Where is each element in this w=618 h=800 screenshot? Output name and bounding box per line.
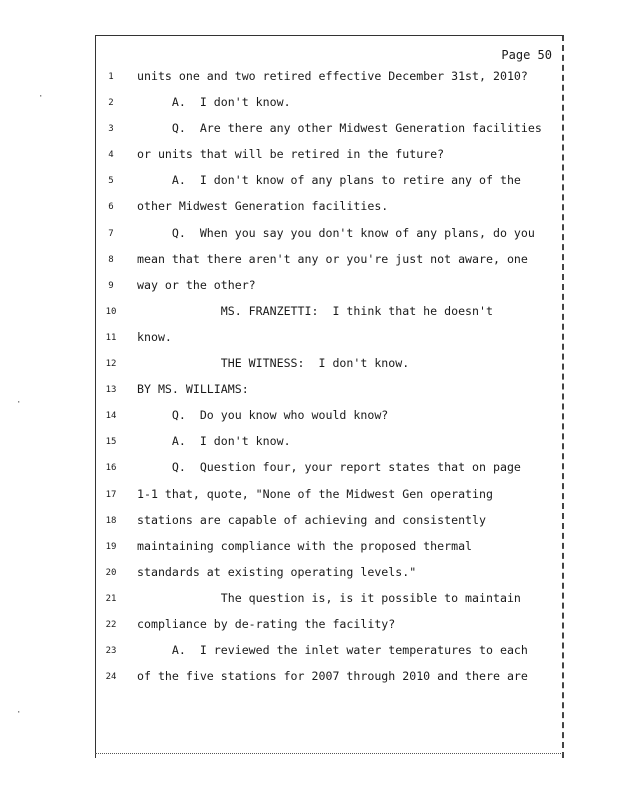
transcript-line: other Midwest Generation facilities. — [137, 199, 389, 214]
line-number: 17 — [105, 489, 117, 500]
page-number: Page 50 — [501, 48, 552, 62]
transcript-line: units one and two retired effective December 31st, 2010? — [137, 69, 528, 83]
transcript-line: MS. FRANZETTI: I think that he doesn't — [137, 303, 493, 318]
line-number: 5 — [108, 176, 114, 187]
transcript-line: of the five stations for 2007 through 2010 and there are — [137, 669, 528, 684]
line-number: 7 — [108, 228, 114, 239]
bottom-rule — [95, 753, 563, 754]
transcript-line: mean that there aren't any or you're just not aware, one — [137, 251, 528, 266]
transcript-line: know. — [137, 329, 172, 344]
transcript-line: 1-1 that, quote, "None of the Midwest Gen operating — [137, 486, 493, 501]
line-number: 15 — [105, 437, 117, 448]
line-number: 20 — [105, 567, 117, 578]
line-number: 24 — [105, 672, 117, 683]
line-number: 22 — [105, 619, 117, 630]
line-number: 18 — [105, 515, 117, 526]
line-number: 16 — [105, 463, 117, 474]
transcript-line: THE WITNESS: I don't know. — [137, 356, 410, 371]
line-number: 21 — [105, 593, 117, 604]
transcript-line: A. I reviewed the inlet water temperatures to each — [137, 643, 528, 658]
line-number: 4 — [108, 150, 114, 161]
transcript-line: Q. Are there any other Midwest Generation facilities — [137, 121, 542, 136]
transcript-line: A. I don't know. — [137, 434, 291, 449]
line-number: 12 — [105, 359, 117, 370]
margin-tick: · — [38, 92, 44, 102]
line-number: 2 — [108, 98, 114, 109]
transcript-line: way or the other? — [137, 277, 256, 292]
line-number: 23 — [105, 646, 117, 657]
margin-tick: · — [16, 398, 22, 408]
transcript-line: or units that will be retired in the future? — [137, 147, 445, 162]
line-number: 8 — [108, 254, 114, 265]
line-number: 19 — [105, 541, 117, 552]
transcript-line: compliance by de-rating the facility? — [137, 616, 396, 631]
transcript-line: A. I don't know of any plans to retire any of the — [137, 173, 521, 188]
line-number: 6 — [108, 202, 114, 213]
line-number-column — [96, 70, 126, 696]
transcript-line: stations are capable of achieving and consistently — [137, 512, 487, 527]
line-number: 13 — [105, 385, 117, 396]
transcript-line: maintaining compliance with the proposed thermal — [137, 538, 473, 553]
transcript-line: Q. Question four, your report states that on page — [137, 460, 521, 475]
transcript-body — [137, 69, 557, 695]
line-number: 1 — [108, 72, 114, 82]
transcript-line: standards at existing operating levels." — [137, 564, 417, 579]
transcript-line: A. I don't know. — [137, 95, 291, 110]
transcript-line: Q. Do you know who would know? — [137, 408, 389, 423]
transcript-line: BY MS. WILLIAMS: — [137, 382, 249, 397]
margin-tick: · — [16, 708, 22, 718]
transcript-line: Q. When you say you don't know of any plans, do you — [137, 225, 535, 240]
line-number: 3 — [108, 124, 114, 135]
line-number: 11 — [105, 332, 117, 343]
line-number: 14 — [105, 411, 117, 422]
line-number: 10 — [105, 306, 117, 317]
transcript-line: The question is, is it possible to maintain — [137, 590, 521, 605]
line-number: 9 — [108, 280, 114, 291]
